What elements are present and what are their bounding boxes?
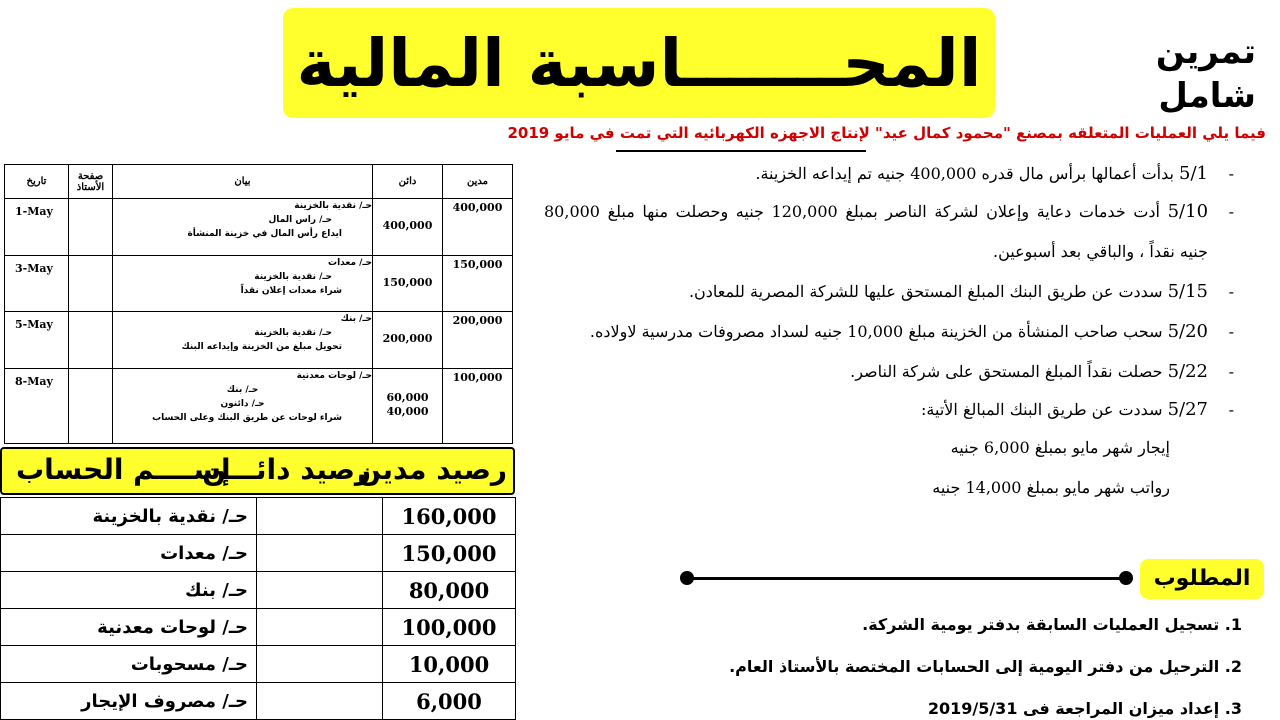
entry-ledger-page: [69, 369, 113, 444]
sub-item: رواتب شهر مايو بمبلغ 14,000 جنيه: [932, 478, 1170, 497]
entry-description: [113, 199, 373, 256]
entry-debit: [443, 199, 513, 256]
required-divider: [686, 577, 1126, 580]
page-title: المحـــــــاسبة المالية: [296, 24, 982, 102]
list-item: [544, 352, 1234, 392]
debit-amount: 6,000: [383, 683, 516, 720]
journal-row: [5, 199, 513, 256]
tx-date: 5/10: [1167, 201, 1209, 222]
entry-debit: [443, 369, 513, 444]
tx-date: 5/15: [1167, 281, 1208, 302]
credit-cell: [257, 683, 383, 720]
entry-credit: [373, 255, 443, 312]
entry-credit: [373, 312, 443, 369]
debit-amount: 150,000: [452, 257, 503, 271]
list-item: [544, 392, 1234, 428]
debit-amount: 80,000: [383, 572, 516, 609]
entry-line: حـ/ راس المال: [268, 215, 332, 225]
col-debit: مدين: [443, 165, 513, 199]
tx-text: سددت عن طريق البنك المبالغ الأتية:: [921, 400, 1163, 419]
tx-date: 5/20: [1167, 321, 1208, 342]
credit-amount: 150,000: [382, 275, 433, 289]
entry-line: حـ/ دائنون: [220, 399, 265, 410]
entry-description: [113, 255, 373, 312]
entry-line: تحويل مبلغ من الخزينة وإيداعه البنك: [181, 342, 342, 353]
entry-line: شراء لوحات عن طريق البنك وعلى الحساب: [152, 413, 342, 424]
col-ledger-page: صفحة الأستاذ: [69, 165, 113, 199]
journal-header-row: [5, 165, 513, 199]
list-item: [544, 312, 1234, 352]
credit-cell: [257, 572, 383, 609]
entry-ledger-page: [69, 199, 113, 256]
intro-text: فيما يلي العمليات المتعلقه بمصنع "محمود كمال عيد" لإنتاج الاجهزه الكهربائيه التي تمت في مايو 2019: [507, 124, 1266, 142]
credit-amount: 60,000: [386, 391, 429, 405]
entry-line: حـ/ نقدية بالخزينة: [294, 201, 372, 211]
table-row: [1, 572, 516, 609]
debit-amount: 100,000: [383, 609, 516, 646]
entry-description: [113, 312, 373, 369]
balance-col-account: إســــم الحساب: [16, 453, 231, 486]
debit-amount: 200,000: [452, 314, 503, 328]
col-date: تاريخ: [5, 165, 69, 199]
debit-amount: 160,000: [383, 498, 516, 535]
balance-col-credit: رصيد دائـــن: [202, 453, 371, 486]
tx-date: 5/27: [1167, 399, 1208, 420]
account-name: حـ/ بنك: [1, 572, 257, 609]
required-label: المطلوب: [1140, 559, 1264, 599]
divider-dot-icon: [680, 571, 694, 585]
entry-date: 8-May: [5, 369, 69, 444]
journal-row: [5, 312, 513, 369]
credit-amount: 40,000: [386, 405, 429, 419]
balance-table: [0, 497, 516, 720]
entry-date: 3-May: [5, 255, 69, 312]
tx-date: 5/1: [1179, 163, 1208, 184]
entry-line: حـ/ نقدية بالخزينة: [254, 328, 332, 339]
journal-row: [5, 369, 513, 444]
credit-cell: [257, 535, 383, 572]
debit-amount: 10,000: [383, 646, 516, 683]
entry-ledger-page: [69, 312, 113, 369]
entry-line: حـ/ بنك: [226, 385, 259, 396]
account-name: حـ/ نقدية بالخزينة: [1, 498, 257, 535]
credit-cell: [257, 498, 383, 535]
transactions-list: [544, 156, 1234, 508]
entry-ledger-page: [69, 255, 113, 312]
tx-text: سددت عن طريق البنك المبلغ المستحق عليها للشركة المصرية للمعادن.: [688, 282, 1163, 301]
account-name: حـ/ لوحات معدنية: [1, 609, 257, 646]
journal-row: [5, 255, 513, 312]
exercise-label: [1136, 30, 1256, 118]
entry-description: [113, 369, 373, 444]
list-item: 3. إعداد ميزان المراجعة فى 2019/5/31: [927, 699, 1242, 718]
divider-dot-icon: [1119, 571, 1133, 585]
entry-date: 1-May: [5, 199, 69, 256]
balance-header: [0, 447, 515, 495]
entry-line: حـ/ معدات: [328, 257, 372, 268]
table-row: [1, 609, 516, 646]
tx-text: أدت خدمات دعاية وإعلان لشركة الناصر بمبلغ 120,000 جنيه وحصلت منها مبلغ 80,000 جنيه نقداً ، والباقي بعد أسبوعين.: [544, 202, 1208, 261]
sub-item: إيجار شهر مايو بمبلغ 6,000 جنيه: [950, 438, 1170, 457]
credit-amount: 400,000: [382, 219, 433, 232]
entry-credit: [373, 199, 443, 256]
list-item: 1. تسجيل العمليات السابقة بدفتر يومية الشركة.: [862, 615, 1242, 634]
entry-credit: [373, 369, 443, 444]
intro-underline: [616, 150, 866, 152]
entry-line: حـ/ بنك: [340, 314, 372, 325]
account-name: حـ/ معدات: [1, 535, 257, 572]
col-description: بيان: [113, 165, 373, 199]
table-row: [1, 646, 516, 683]
debit-amount: 150,000: [383, 535, 516, 572]
list-item: 2. الترحيل من دفتر اليومية إلى الحسابات المختصة بالأستاذ العام.: [729, 657, 1242, 676]
account-name: حـ/ مسحوبات: [1, 646, 257, 683]
entry-line: شراء معدات إعلان نقداً: [240, 285, 342, 296]
debit-amount: 100,000: [452, 371, 503, 385]
credit-cell: [257, 609, 383, 646]
exercise-label-line2: شامل: [1158, 76, 1256, 116]
list-item: [544, 272, 1234, 312]
table-row: [1, 535, 516, 572]
debit-amount: 400,000: [452, 201, 503, 214]
title-banner: [283, 8, 995, 118]
entry-date: 5-May: [5, 312, 69, 369]
balance-col-debit: رصيد مدين: [357, 453, 507, 486]
credit-amount: 200,000: [382, 332, 433, 346]
entry-debit: [443, 312, 513, 369]
account-name: حـ/ مصروف الإيجار: [1, 683, 257, 720]
tx-text: حصلت نقداً المبلغ المستحق على شركة الناصر.: [850, 362, 1163, 381]
tx-text: بدأت أعمالها برأس مال قدره 400,000 جنيه تم إيداعه الخزينة.: [755, 164, 1174, 183]
required-list: [729, 604, 1242, 720]
entry-line: حـ/ لوحات معدنية: [296, 371, 372, 382]
journal-table: [4, 164, 513, 444]
tx-text: سحب صاحب المنشأة من الخزينة مبلغ 10,000 جنيه لسداد مصروفات مدرسية لاولاده.: [589, 322, 1163, 341]
exercise-label-line1: تمرين: [1155, 32, 1256, 72]
entry-line: حـ/ نقدية بالخزينة: [254, 271, 332, 282]
credit-cell: [257, 646, 383, 683]
tx-date: 5/22: [1167, 361, 1208, 382]
table-row: [1, 683, 516, 720]
list-item: [544, 156, 1234, 192]
entry-debit: [443, 255, 513, 312]
table-row: [1, 498, 516, 535]
list-item: [544, 192, 1234, 272]
col-credit: دائن: [373, 165, 443, 199]
entry-line: ايداع رأس المال في خزينة المنشأة: [187, 229, 342, 239]
